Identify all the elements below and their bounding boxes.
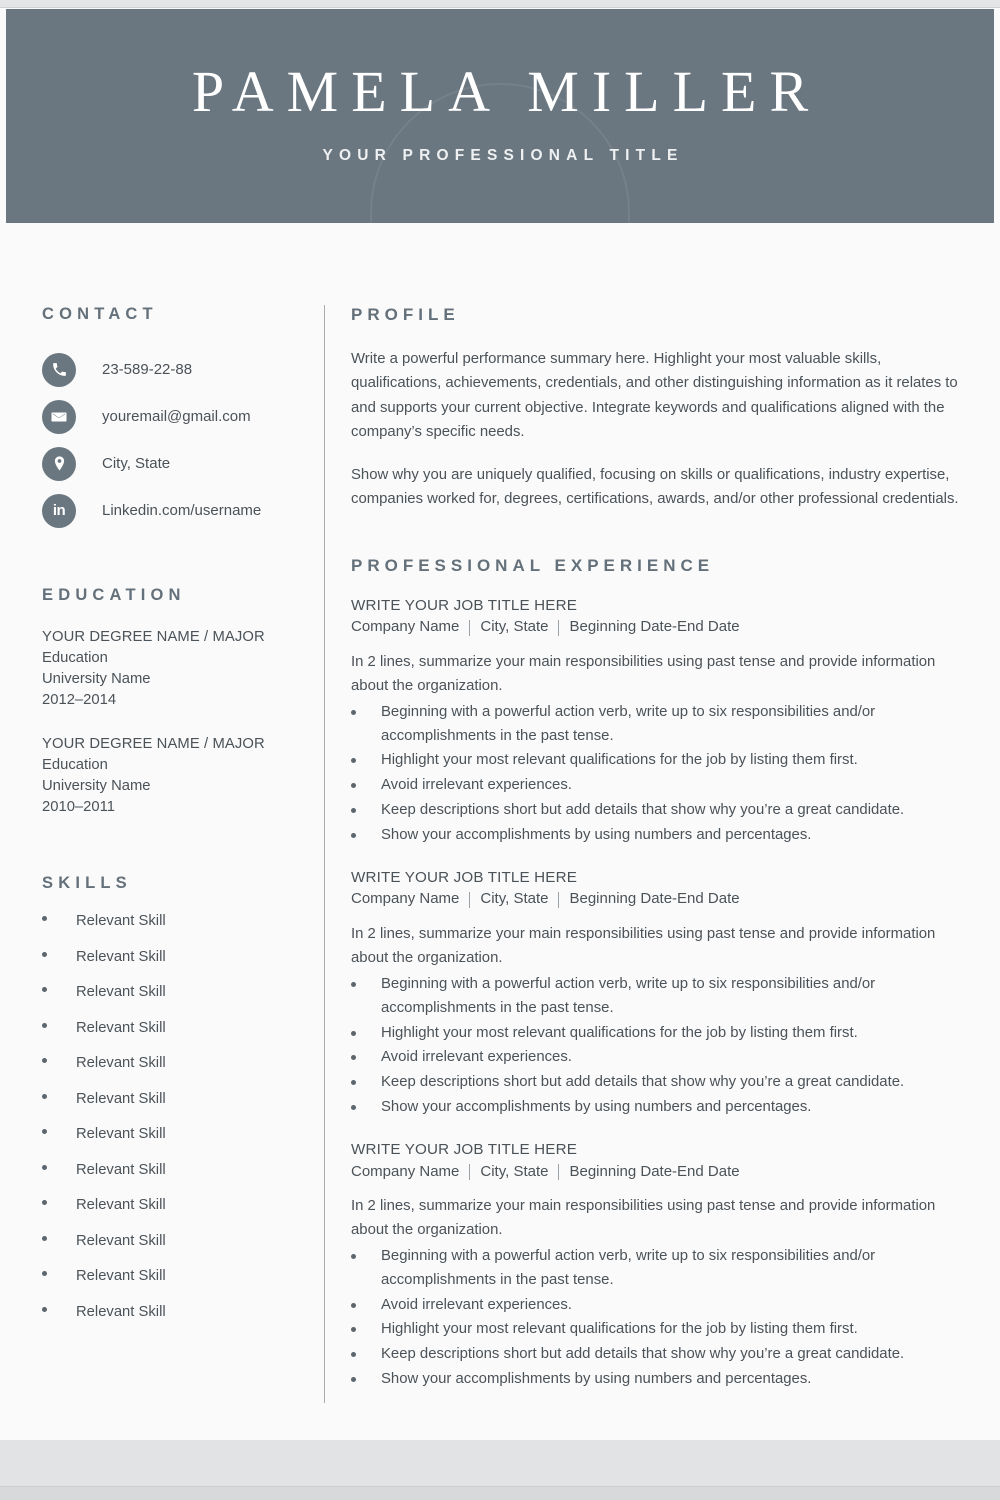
bullet-icon	[42, 1236, 47, 1241]
contact-location-value: City, State	[102, 455, 171, 472]
bullet-icon	[42, 916, 47, 921]
experience-heading: PROFESSIONAL EXPERIENCE	[351, 555, 715, 575]
phone-icon	[42, 353, 76, 387]
job-bullet-text: Avoid irrelevant experiences.	[381, 777, 572, 794]
education-entry	[42, 734, 306, 819]
profile-body	[351, 347, 966, 512]
job-meta	[351, 888, 966, 910]
bullet-icon	[42, 987, 47, 992]
job-summary: In 2 lines, summarize your main responsibilities using past tense and provide information about the organization.	[351, 926, 936, 967]
education-institution: University Name	[42, 777, 151, 794]
bullet-icon	[351, 1352, 356, 1357]
list-item	[42, 1162, 306, 1198]
job-bullet-text: Keep descriptions short but add details that show why you’re a great candidate.	[381, 1346, 905, 1363]
job-location: City, State	[480, 618, 549, 636]
bullet-icon	[351, 1031, 356, 1036]
candidate-name: PAMELA MILLER	[191, 59, 822, 124]
linkedin-icon: in	[42, 494, 76, 528]
list-item	[351, 701, 966, 749]
contact-heading: CONTACT	[42, 305, 158, 323]
skill-label: Relevant Skill	[76, 1019, 166, 1036]
job-meta	[351, 1161, 966, 1183]
bullet-icon	[351, 833, 356, 838]
skill-label: Relevant Skill	[76, 948, 166, 965]
list-item	[351, 1343, 966, 1367]
bullet-icon	[351, 982, 356, 987]
job-bullet-text: Show your accomplishments by using numbers and percentages.	[381, 827, 812, 844]
skill-label: Relevant Skill	[76, 1090, 166, 1107]
list-item	[42, 1233, 306, 1269]
bullet-icon	[351, 1327, 356, 1332]
bullet-icon	[351, 1303, 356, 1308]
page-top-frame	[0, 0, 1000, 8]
bullet-icon	[42, 1058, 47, 1063]
contact-item-phone[interactable]	[42, 346, 306, 393]
skills-list	[42, 913, 306, 1339]
job-company: Company Name	[351, 890, 460, 908]
list-item	[42, 1126, 306, 1162]
bullet-icon	[351, 808, 356, 813]
contact-linkedin-value: Linkedin.com/username	[102, 502, 262, 519]
job-bullet-text: Highlight your most relevant qualifications for the job by listing them first.	[381, 1321, 858, 1338]
profile-paragraph: Show why you are uniquely qualified, focusing on skills or qualifications, industry expertise, companies worked for, degrees, certifications, awards, and/or other professional credentials.	[351, 467, 959, 508]
job-dates: Beginning Date-End Date	[569, 1162, 740, 1180]
bullet-icon	[42, 1307, 47, 1312]
experience-entry	[351, 1139, 966, 1392]
job-summary: In 2 lines, summarize your main responsibilities using past tense and provide information about the organization.	[351, 1198, 936, 1239]
profile-heading: PROFILE	[351, 305, 460, 324]
envelope-icon	[42, 400, 76, 434]
education-entry	[42, 627, 306, 712]
contact-section	[42, 305, 306, 534]
bullet-icon	[351, 1254, 356, 1259]
list-item	[351, 973, 966, 1021]
list-item	[42, 1020, 306, 1056]
bullet-icon	[42, 1129, 47, 1134]
job-dates: Beginning Date-End Date	[569, 890, 740, 908]
skill-label: Relevant Skill	[76, 913, 166, 930]
list-item	[351, 749, 966, 773]
bullet-icon	[42, 1094, 47, 1099]
education-years: 2010–2011	[42, 799, 115, 816]
education-level: Education	[42, 650, 108, 667]
resume-body	[6, 223, 994, 1433]
job-bullet-text: Highlight your most relevant qualifications for the job by listing them first.	[381, 752, 858, 769]
list-item	[42, 913, 306, 949]
skill-label: Relevant Skill	[76, 1303, 166, 1320]
list-item	[351, 1294, 966, 1318]
job-company: Company Name	[351, 618, 460, 636]
candidate-professional-title: YOUR PROFESSIONAL TITLE	[322, 147, 684, 164]
sidebar-column	[6, 223, 324, 1433]
location-pin-icon	[42, 447, 76, 481]
experience-entry	[351, 595, 966, 848]
list-item	[42, 1197, 306, 1233]
meta-separator-icon	[469, 892, 470, 908]
list-item	[351, 1245, 966, 1293]
education-section	[42, 586, 306, 818]
job-bullet-text: Beginning with a powerful action verb, write up to six responsibilities and/or accomplishments in the past tense.	[381, 975, 876, 1016]
job-title: WRITE YOUR JOB TITLE HERE	[351, 596, 577, 614]
bullet-icon	[42, 1271, 47, 1276]
list-item	[351, 799, 966, 823]
list-item	[351, 1368, 966, 1392]
job-dates: Beginning Date-End Date	[569, 618, 740, 636]
bullet-icon	[351, 783, 356, 788]
job-bullet-text: Keep descriptions short but add details that show why you’re a great candidate.	[381, 1074, 905, 1091]
job-summary: In 2 lines, summarize your main responsibilities using past tense and provide information about the organization.	[351, 654, 936, 694]
education-years: 2012–2014	[42, 692, 117, 709]
meta-separator-icon	[558, 892, 559, 908]
job-bullet-text: Beginning with a powerful action verb, write up to six responsibilities and/or accomplishments in the past tense.	[381, 703, 876, 744]
skill-label: Relevant Skill	[76, 1126, 166, 1143]
education-level: Education	[42, 756, 108, 773]
list-item	[351, 824, 966, 848]
profile-section	[351, 305, 966, 512]
list-item	[42, 1055, 306, 1091]
list-item	[351, 1318, 966, 1342]
skill-label: Relevant Skill	[76, 1232, 166, 1249]
bullet-icon	[42, 1200, 47, 1205]
list-item	[351, 774, 966, 798]
skills-section	[42, 874, 306, 1339]
bullet-icon	[42, 1023, 47, 1028]
list-item	[351, 1022, 966, 1046]
bullet-icon	[351, 1080, 356, 1085]
list-item	[351, 1046, 966, 1070]
list-item	[42, 1091, 306, 1127]
experience-section	[351, 556, 966, 1392]
education-degree: YOUR DEGREE NAME / MAJOR	[42, 629, 265, 645]
job-location: City, State	[480, 1162, 549, 1180]
education-institution: University Name	[42, 671, 151, 688]
job-bullet-text: Beginning with a powerful action verb, write up to six responsibilities and/or accomplishments in the past tense.	[381, 1247, 876, 1288]
list-item	[42, 949, 306, 985]
job-meta	[351, 616, 966, 638]
contact-item-email[interactable]	[42, 393, 306, 440]
experience-entry	[351, 867, 966, 1120]
contact-list	[42, 346, 306, 534]
page-footer-strip	[0, 1440, 1000, 1486]
meta-separator-icon	[558, 620, 559, 636]
bullet-icon	[351, 710, 356, 715]
main-column	[325, 223, 994, 1433]
bullet-icon	[42, 1165, 47, 1170]
meta-separator-icon	[469, 1164, 470, 1180]
job-bullet-list	[351, 1245, 966, 1392]
meta-separator-icon	[558, 1164, 559, 1180]
job-company: Company Name	[351, 1162, 460, 1180]
bullet-icon	[351, 758, 356, 763]
education-heading: EDUCATION	[42, 586, 186, 604]
bullet-icon	[42, 952, 47, 957]
skill-label: Relevant Skill	[76, 984, 166, 1001]
job-bullet-text: Show your accomplishments by using numbers and percentages.	[381, 1099, 812, 1116]
job-bullet-list	[351, 701, 966, 848]
contact-phone-value: 23-589-22-88	[102, 361, 193, 378]
list-item	[351, 1096, 966, 1120]
skill-label: Relevant Skill	[76, 1055, 166, 1072]
education-degree: YOUR DEGREE NAME / MAJOR	[42, 735, 265, 752]
meta-separator-icon	[469, 620, 470, 636]
list-item	[42, 1304, 306, 1340]
contact-item-location[interactable]	[42, 440, 306, 487]
resume-header-banner	[6, 9, 994, 223]
contact-email-value: youremail@gmail.com	[102, 408, 251, 425]
job-bullet-text: Avoid irrelevant experiences.	[381, 1049, 572, 1066]
bullet-icon	[351, 1377, 356, 1382]
job-title: WRITE YOUR JOB TITLE HERE	[351, 1140, 577, 1158]
job-bullet-text: Highlight your most relevant qualifications for the job by listing them first.	[381, 1024, 858, 1041]
list-item	[42, 984, 306, 1020]
job-bullet-text: Show your accomplishments by using numbers and percentages.	[381, 1371, 812, 1388]
job-bullet-text: Keep descriptions short but add details that show why you’re a great candidate.	[381, 802, 905, 819]
bullet-icon	[351, 1055, 356, 1060]
job-bullet-list	[351, 973, 966, 1120]
list-item	[351, 1071, 966, 1095]
contact-item-linkedin[interactable]	[42, 487, 306, 534]
skills-heading: SKILLS	[42, 874, 132, 893]
job-bullet-text: Avoid irrelevant experiences.	[381, 1296, 572, 1313]
skill-label: Relevant Skill	[76, 1268, 166, 1285]
skill-label: Relevant Skill	[76, 1197, 166, 1214]
job-title: WRITE YOUR JOB TITLE HERE	[351, 868, 577, 886]
list-item	[42, 1268, 306, 1304]
profile-paragraph: Write a powerful performance summary here. Highlight your most valuable skills, qualifications, achievements, credentials, and other distinguishing information as it relates to and supports your current objective. Integrate keywords and qualifications aligned with the company’s specific needs.	[351, 351, 958, 440]
job-location: City, State	[480, 890, 549, 908]
page-bottom-edge	[0, 1486, 1000, 1500]
skill-label: Relevant Skill	[76, 1161, 166, 1178]
bullet-icon	[351, 1105, 356, 1110]
